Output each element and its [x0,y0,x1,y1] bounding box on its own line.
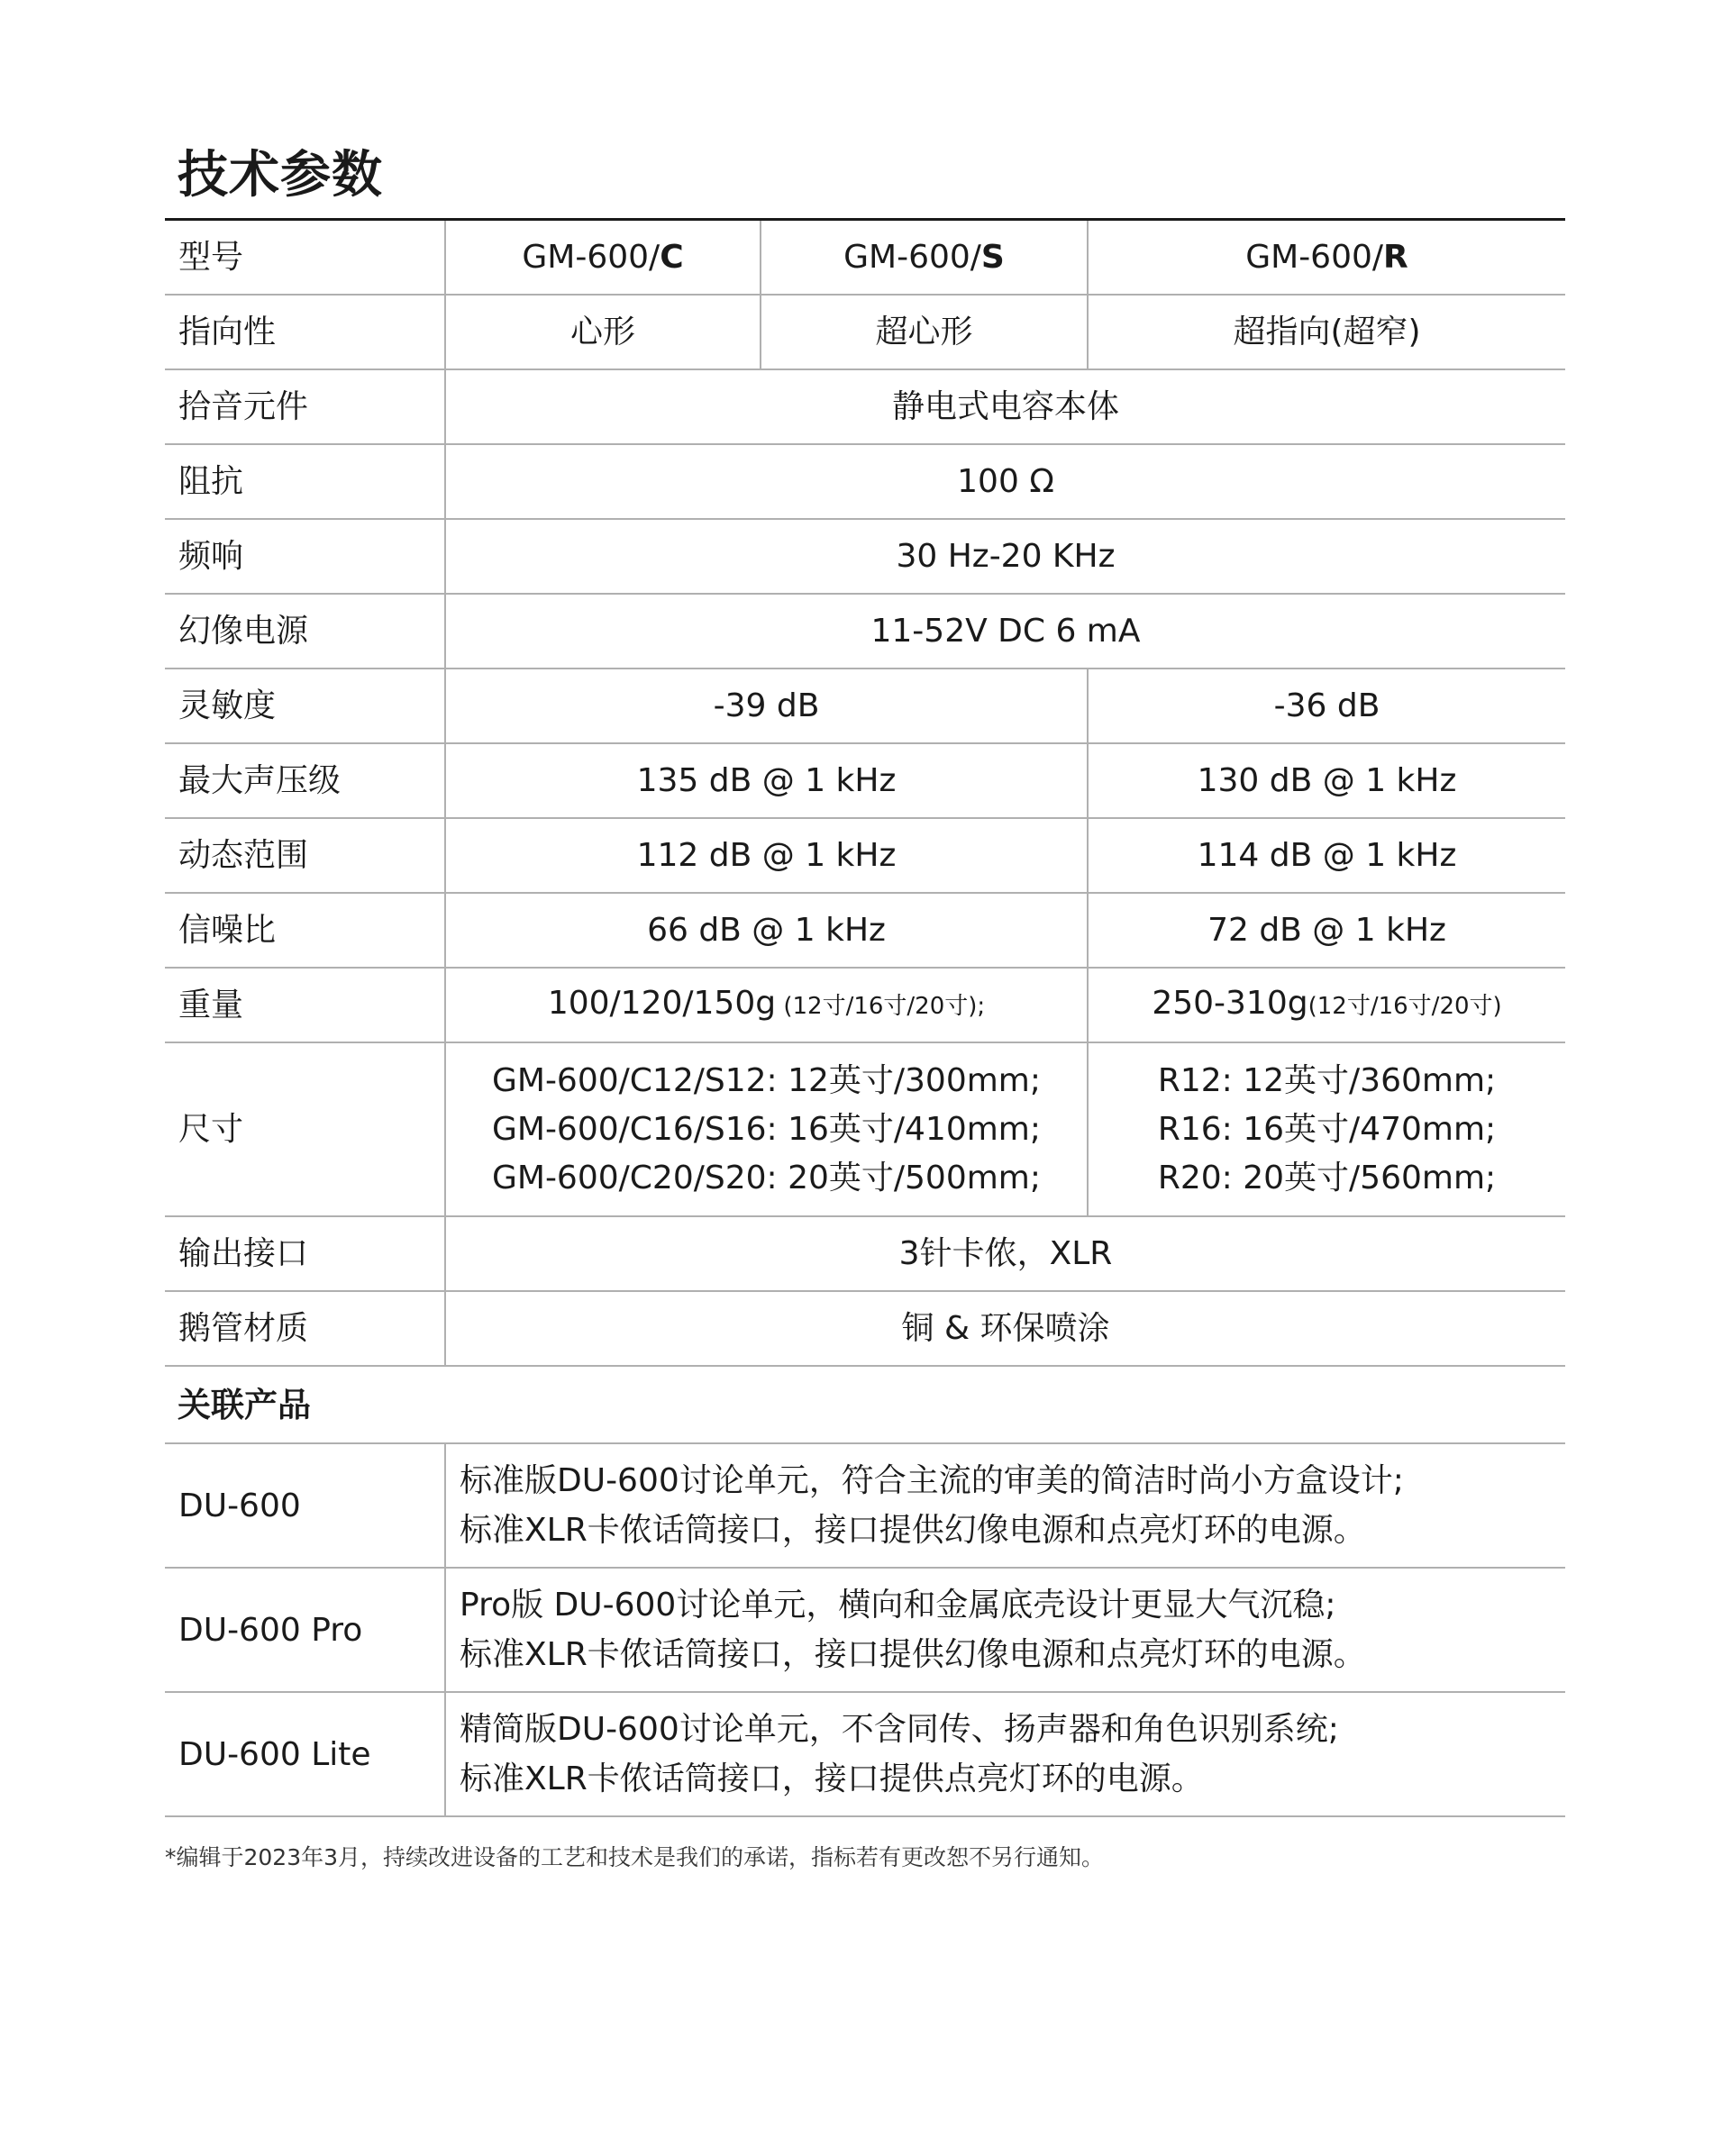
row-label: 阻抗 [165,444,445,519]
row-frequency [165,519,1565,594]
row-label: 重量 [165,968,445,1042]
row-label: 鹅管材质 [165,1291,445,1366]
dynamic-range-r: 114 dB @ 1 kHz [1088,818,1565,893]
row-label: 灵敏度 [165,669,445,743]
weight-r: 250-310g(12寸/16寸/20寸) [1088,968,1565,1042]
row-phantom [165,594,1565,669]
size-line: GM-600/C12/S12: 12英寸/300mm; [491,1061,1041,1099]
row-label: 尺寸 [165,1042,445,1216]
related-products-table [165,1442,1565,1817]
row-sensitivity [165,669,1565,743]
row-gooseneck [165,1291,1565,1366]
size-cs [445,1042,1088,1216]
weight-cs: 100/120/150g (12寸/16寸/20寸); [445,968,1088,1042]
description-line: 精简版DU-600讨论单元，不含同传、扬声器和角色识别系统; [460,1711,1339,1748]
row-label: 动态范围 [165,818,445,893]
size-line: GM-600/C20/S20: 20英寸/500mm; [491,1159,1041,1196]
product-name: DU-600 Lite [165,1692,445,1816]
max-spl-r: 130 dB @ 1 kHz [1088,743,1565,818]
sensitivity-cs: -39 dB [445,669,1088,743]
row-impedance [165,444,1565,519]
phantom-value: 11-52V DC 6 mA [445,594,1565,669]
snr-r: 72 dB @ 1 kHz [1088,893,1565,968]
row-polar [165,295,1565,369]
polar-c: 心形 [445,295,761,369]
size-line: R20: 20英寸/560mm; [1157,1159,1497,1196]
row-label: 输出接口 [165,1216,445,1291]
related-product-row [165,1443,1565,1568]
row-model [165,220,1565,296]
dynamic-range-cs: 112 dB @ 1 kHz [445,818,1088,893]
related-products-title: 关联产品 [178,1386,311,1424]
product-name: DU-600 Pro [165,1568,445,1692]
row-capsule [165,369,1565,444]
footnote: *编辑于2023年3月，持续改进设备的工艺和技术是我们的承诺，指标若有更改恕不另行通知。 [165,1844,1105,1870]
row-snr [165,893,1565,968]
model-r: GM-600/R [1088,220,1565,296]
page-title: 技术参数 [178,146,383,205]
row-label: 型号 [165,220,445,296]
impedance-value: 100 Ω [445,444,1565,519]
max-spl-cs: 135 dB @ 1 kHz [445,743,1088,818]
row-label: 信噪比 [165,893,445,968]
size-r [1088,1042,1565,1216]
description-line: Pro版 DU-600讨论单元，横向和金属底壳设计更显大气沉稳; [460,1587,1336,1624]
row-dynamic-range [165,818,1565,893]
description-line: 标准XLR卡侬话筒接口，接口提供点亮灯环的电源。 [460,1760,1204,1797]
description-line: 标准XLR卡侬话筒接口，接口提供幻像电源和点亮灯环的电源。 [460,1636,1366,1673]
frequency-value: 30 Hz-20 KHz [445,519,1565,594]
row-size [165,1042,1565,1216]
size-line: R16: 16英寸/470mm; [1157,1110,1497,1148]
row-label: 拾音元件 [165,369,445,444]
capsule-value: 静电式电容本体 [445,369,1565,444]
row-label: 幻像电源 [165,594,445,669]
model-s: GM-600/S [761,220,1088,296]
product-name: DU-600 [165,1443,445,1568]
polar-r: 超指向(超窄) [1088,295,1565,369]
size-line: R12: 12英寸/360mm; [1157,1061,1497,1099]
connector-value: 3针卡侬，XLR [445,1216,1565,1291]
description-line: 标准版DU-600讨论单元，符合主流的审美的简洁时尚小方盒设计; [460,1462,1404,1499]
row-max-spl [165,743,1565,818]
related-product-row [165,1692,1565,1816]
description-line: 标准XLR卡侬话筒接口，接口提供幻像电源和点亮灯环的电源。 [460,1512,1366,1549]
snr-cs: 66 dB @ 1 kHz [445,893,1088,968]
sensitivity-r: -36 dB [1088,669,1565,743]
row-label: 最大声压级 [165,743,445,818]
product-description [445,1692,1565,1816]
row-label: 指向性 [165,295,445,369]
polar-s: 超心形 [761,295,1088,369]
gooseneck-value: 铜 & 环保喷涂 [445,1291,1565,1366]
size-line: GM-600/C16/S16: 16英寸/410mm; [491,1110,1041,1148]
spec-table [165,218,1565,1367]
related-product-row [165,1568,1565,1692]
product-description [445,1443,1565,1568]
model-c: GM-600/C [445,220,761,296]
row-weight [165,968,1565,1042]
row-connector [165,1216,1565,1291]
product-description [445,1568,1565,1692]
row-label: 频响 [165,519,445,594]
